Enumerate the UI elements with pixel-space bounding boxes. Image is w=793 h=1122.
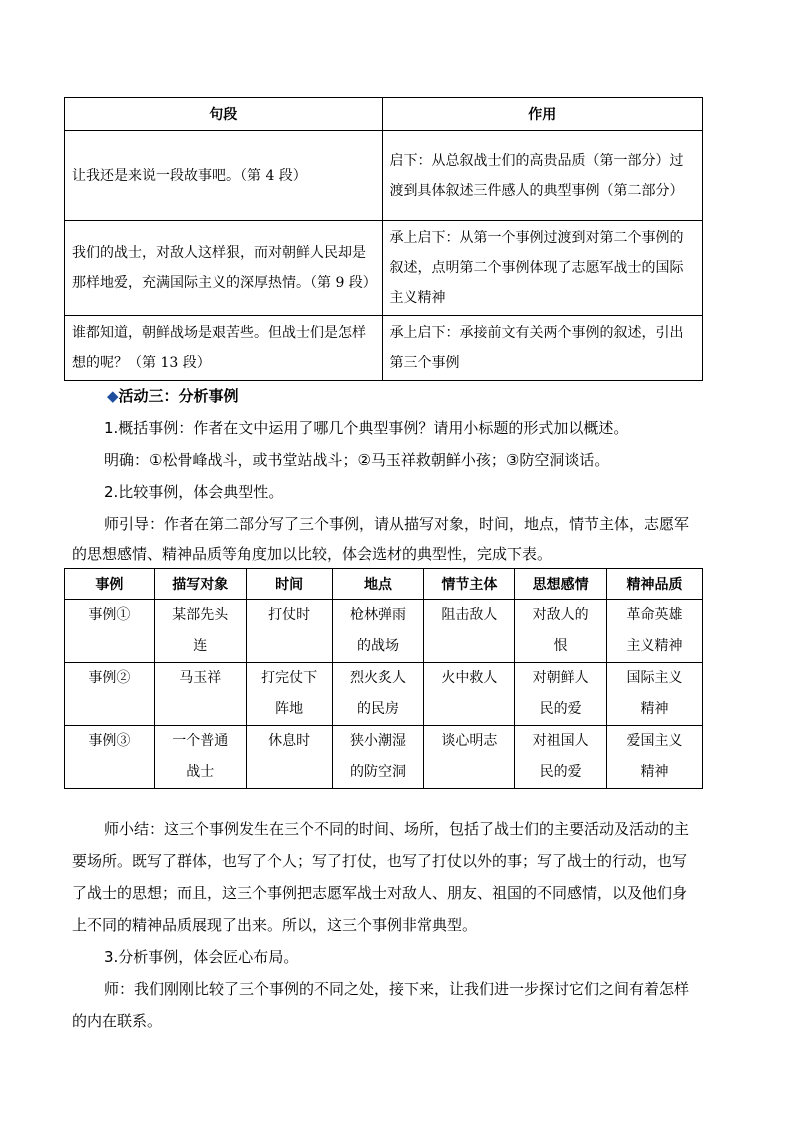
cell-line: 恨 (553, 638, 568, 654)
cell-line: 主义精神 (626, 638, 683, 654)
example-label-cell (65, 726, 155, 789)
table-header-row (65, 569, 703, 600)
cell-line: 民的爱 (539, 701, 582, 717)
cell-line: 精神 (640, 701, 669, 717)
table-cell (424, 600, 515, 663)
cell-line: 打仗时 (268, 607, 311, 623)
table-header-cell: 地点 (332, 569, 424, 600)
table-cell: 承上启下：从第一个事例过渡到对第二个事例的叙述，点明第二个事例体现了志愿军战士的国际主义精神 (382, 221, 703, 316)
table-cell (607, 600, 703, 663)
table-row (65, 131, 703, 221)
cell-line: 国际主义 (626, 670, 683, 686)
table-cell (515, 663, 607, 726)
cell-line: 革命英雄 (626, 607, 683, 623)
cell-line: 事例① (88, 607, 131, 623)
cell-line: 谈心明志 (441, 733, 498, 749)
activity-title: 活动三：分析事例 (118, 387, 239, 405)
cell-line: 战士 (186, 764, 215, 780)
guide-line-2: 的思想感情、精神品质等角度加以比较，体会选材的典型性，完成下表。 (72, 545, 553, 563)
cell-line: 连 (193, 638, 208, 654)
table-header-cell: 描写对象 (154, 569, 246, 600)
table-row (65, 726, 703, 789)
table-cell (246, 663, 332, 726)
table-header-sentence: 句段 (65, 98, 383, 131)
table-header-cell: 思想感情 (515, 569, 607, 600)
table-cell: 谁都知道，朝鲜战场是艰苦些。但战士们是怎样想的呢？（第 13 段） (65, 316, 383, 381)
cell-line: 对朝鲜人 (532, 670, 589, 686)
table-cell (154, 600, 246, 663)
table-cell (424, 663, 515, 726)
summary-line-2: 要场所。既写了群体，也写了个人；写了打仗，也写了打仗以外的事；写了战士的行动，也写 (72, 852, 688, 870)
cell-line: 阻击敌人 (441, 607, 498, 623)
diamond-icon: ◆ (107, 387, 119, 405)
guide-line-1: 师引导：作者在第二部分写了三个事例，请从描写对象，时间，地点，情节主体，志愿军 (104, 515, 690, 533)
table-cell (424, 726, 515, 789)
table-cell (515, 600, 607, 663)
table-cell (154, 726, 246, 789)
table-cell (607, 726, 703, 789)
teacher-line-1: 师：我们刚刚比较了三个事例的不同之处，接下来，让我们进一步探讨它们之间有着怎样 (104, 980, 690, 998)
cell-line: 一个普通 (172, 733, 229, 749)
cell-line: 打完仗下 (261, 670, 318, 686)
cell-line: 休息时 (268, 733, 311, 749)
summary-line-1: 师小结：这三个事例发生在三个不同的时间、场所，包括了战士们的主要活动及活动的主 (104, 820, 690, 838)
cell-line: 民的爱 (539, 764, 582, 780)
table-row (65, 663, 703, 726)
cell-line: 狭小潮湿 (349, 733, 406, 749)
summary-line-3: 了战士的思想；而且，这三个事例把志愿军战士对敌人、朋友、祖国的不同感情，以及他们身 (72, 884, 688, 902)
activity-heading (107, 380, 239, 412)
cell-line: 对敌人的 (532, 607, 589, 623)
table-cell: 让我还是来说一段故事吧。（第 4 段） (65, 131, 383, 221)
table-cell (332, 726, 424, 789)
question-2: 2.比较事例，体会典型性。 (104, 483, 284, 501)
question-1: 1.概括事例：作者在文中运用了哪几个典型事例？请用小标题的形式加以概述。 (104, 419, 629, 437)
cell-line: 的民房 (356, 701, 399, 717)
cell-line: 对祖国人 (532, 733, 589, 749)
cell-line: 枪林弹雨 (349, 607, 406, 623)
table-header-function: 作用 (382, 98, 703, 131)
table-cell (332, 663, 424, 726)
table-cell: 承上启下：承接前文有关两个事例的叙述，引出第三个事例 (382, 316, 703, 381)
cell-line: 阵地 (275, 701, 304, 717)
cell-line: 的防空洞 (349, 764, 406, 780)
table-cell (332, 600, 424, 663)
table-header-cell: 时间 (246, 569, 332, 600)
example-label-cell (65, 600, 155, 663)
cell-line: 烈火炙人 (349, 670, 406, 686)
summary-line-4: 上不同的精神品质展现了出来。所以，这三个事例非常典型。 (72, 916, 478, 934)
example-label-cell (65, 663, 155, 726)
teacher-line-2: 的内在联系。 (72, 1012, 163, 1030)
table-cell (154, 663, 246, 726)
table-cell: 我们的战士，对敌人这样狠，而对朝鲜人民却是那样地爱，充满国际主义的深厚热情。（第 9 段） (65, 221, 383, 316)
table-row (65, 600, 703, 663)
table-row (65, 316, 703, 381)
cell-line: 火中救人 (441, 670, 498, 686)
table-cell (515, 726, 607, 789)
cell-line: 事例② (88, 670, 131, 686)
table-row (65, 221, 703, 316)
table-cell (246, 726, 332, 789)
example-comparison-table (64, 568, 703, 789)
cell-line: 的战场 (356, 638, 399, 654)
table-cell (607, 663, 703, 726)
question-3: 3.分析事例，体会匠心布局。 (104, 948, 299, 966)
table-cell (246, 600, 332, 663)
table-header-cell: 精神品质 (607, 569, 703, 600)
table-header-cell: 情节主体 (424, 569, 515, 600)
cell-line: 事例③ (88, 733, 131, 749)
table-header-cell: 事例 (65, 569, 155, 600)
cell-line: 精神 (640, 764, 669, 780)
answer-1: 明确：①松骨峰战斗，或书堂站战斗；②马玉祥救朝鲜小孩；③防空洞谈话。 (104, 451, 610, 469)
paragraph-function-table (64, 97, 703, 381)
cell-line: 某部先头 (172, 607, 229, 623)
table-cell: 启下：从总叙战士们的高贵品质（第一部分）过渡到具体叙述三件感人的典型事例（第二部分） (382, 131, 703, 221)
cell-line: 爱国主义 (626, 733, 683, 749)
cell-line: 马玉祥 (179, 670, 222, 686)
